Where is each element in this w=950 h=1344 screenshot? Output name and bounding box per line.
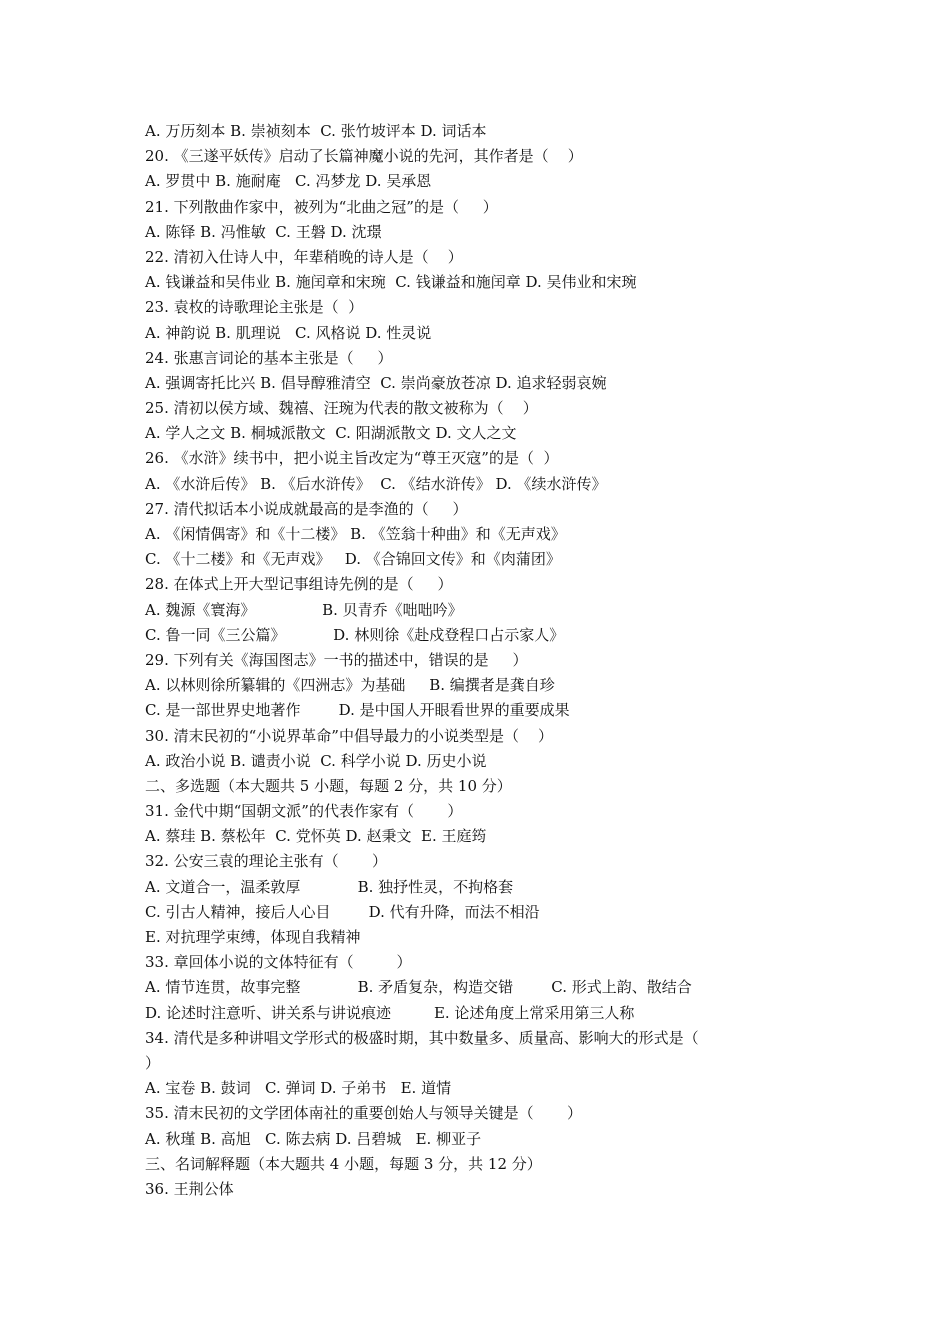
section-heading: 三、名词解释题（本大题共 4 小题，每题 3 分，共 12 分）	[145, 1154, 542, 1173]
text-line: 34. 清代是多种讲唱文学形式的极盛时期，其中数量多、质量高、影响大的形式是（	[145, 1028, 699, 1047]
text-line: 23. 袁枚的诗歌理论主张是（ ）	[145, 298, 364, 317]
text-line: 30. 清末民初的“小说界革命”中倡导最力的小说类型是（ ）	[145, 726, 554, 745]
text-line: C. 鲁一同《三公篇》 D. 林则徐《赴戍登程口占示家人》	[145, 625, 565, 644]
text-line: A. 神韵说 B. 肌理说 C. 风格说 D. 性灵说	[145, 323, 432, 342]
text-line: 22. 清初入仕诗人中，年辈稍晚的诗人是（ ）	[145, 247, 463, 266]
text-line: A. 魏源《寰海》 B. 贝青乔《咄咄吟》	[145, 600, 463, 619]
text-line: A. 钱谦益和吴伟业 B. 施闰章和宋琬 C. 钱谦益和施闰章 D. 吴伟业和宋琬	[145, 273, 637, 292]
text-line: D. 论述时注意听、讲关系与讲说痕迹 E. 论述角度上常采用第三人称	[145, 1003, 635, 1022]
text-line: C. 引古人精神，接后人心目 D. 代有升降，而法不相沿	[145, 902, 540, 921]
text-line: A. 以林则徐所纂辑的《四洲志》为基础 B. 编撰者是龚自珍	[145, 676, 555, 695]
text-line: 21. 下列散曲作家中，被列为“北曲之冠”的是（ ）	[145, 197, 498, 216]
text-line: A. 《闲情偶寄》和《十二楼》 B. 《笠翁十种曲》和《无声戏》	[145, 525, 566, 543]
text-line: 32. 公安三袁的理论主张有（ ）	[145, 852, 388, 871]
text-line: 27. 清代拟话本小说成就最高的是李渔的（ ）	[145, 499, 468, 518]
text-line: A. 强调寄托比兴 B. 倡导醇雅清空 C. 崇尚豪放苍凉 D. 追求轻弱哀婉	[145, 373, 607, 392]
text-line: A. 秋瑾 B. 高旭 C. 陈去病 D. 吕碧城 E. 柳亚子	[145, 1129, 482, 1148]
question-list	[145, 119, 835, 1202]
text-line: A. 罗贯中 B. 施耐庵 C. 冯梦龙 D. 吴承恩	[145, 172, 432, 191]
text-line: 35. 清末民初的文学团体南社的重要创始人与领导关键是（ ）	[145, 1104, 583, 1123]
text-line: 24. 张惠言词论的基本主张是（ ）	[145, 348, 393, 367]
text-line: 28. 在体式上开大型记事组诗先例的是（ ）	[145, 575, 453, 594]
text-line: C. 《十二楼》和《无声戏》 D. 《合锦回文传》和《肉蒲团》	[145, 550, 561, 569]
text-line: C. 是一部世界史地著作 D. 是中国人开眼看世界的重要成果	[145, 701, 570, 720]
text-line: A. 蔡珪 B. 蔡松年 C. 党怀英 D. 赵秉文 E. 王庭筠	[145, 827, 487, 846]
text-line: 26. 《水浒》续书中，把小说主旨改定为“尊王灭寇”的是（ ）	[145, 449, 559, 468]
text-line: A. 学人之文 B. 桐城派散文 C. 阳湖派散文 D. 文人之文	[145, 424, 517, 443]
text-line: A. 万历刻本 B. 崇祯刻本 C. 张竹坡评本 D. 词话本	[145, 122, 487, 140]
text-line: 25. 清初以侯方域、魏禧、汪琬为代表的散文被称为（ ）	[145, 399, 538, 418]
text-line: A. 《水浒后传》 B. 《后水浒传》 C. 《结水浒传》 D. 《续水浒传》	[145, 474, 607, 493]
text-line: A. 陈铎 B. 冯惟敏 C. 王磐 D. 沈璟	[145, 222, 382, 241]
text-line: E. 对抗理学束缚，体现自我精神	[145, 928, 361, 946]
text-line: A. 情节连贯，故事完整 B. 矛盾复杂，构造交错 C. 形式上韵、散结合	[145, 978, 692, 997]
text-line: A. 文道合一，温柔敦厚 B. 独抒性灵，不拘格套	[145, 877, 514, 896]
text-line: 31. 金代中期“国朝文派”的代表作家有（ ）	[145, 802, 463, 821]
section-heading: 二、多选题（本大题共 5 小题，每题 2 分，共 10 分）	[145, 776, 512, 795]
text-line: 20. 《三遂平妖传》启动了长篇神魔小说的先河，其作者是（ ）	[145, 147, 583, 166]
text-line: A. 政治小说 B. 谴责小说 C. 科学小说 D. 历史小说	[145, 751, 487, 770]
text-line: ）	[145, 1053, 161, 1072]
text-line: 36. 王荆公体	[145, 1179, 234, 1198]
text-line: 29. 下列有关《海国图志》一书的描述中，错误的是 ）	[145, 650, 528, 669]
text-line: 33. 章回体小说的文体特征有（ ）	[145, 953, 412, 972]
text-line: A. 宝卷 B. 鼓词 C. 弹词 D. 子弟书 E. 道情	[145, 1079, 452, 1098]
